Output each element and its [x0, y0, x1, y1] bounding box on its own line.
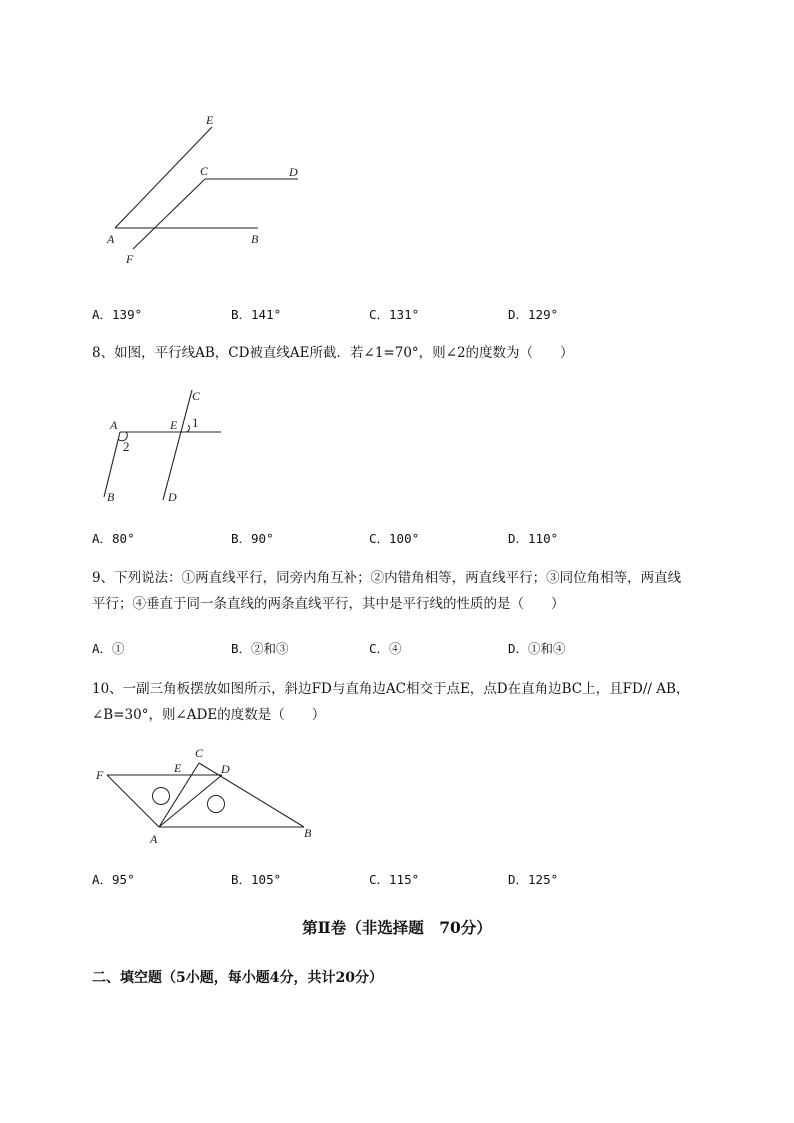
q8-option-c[interactable]: C．100°: [369, 531, 420, 546]
q10-stem-line1: 10、一副三角板摆放如图所示，斜边FD与直角边AC相交于点E，点D在直角边BC上，且FD// AB，: [92, 681, 690, 697]
q9-stem-line2: 平行；④垂直于同一条直线的两条直线平行，其中是平行线的性质的是（ ）: [92, 596, 565, 612]
label-d: D: [221, 762, 230, 776]
q10-option-c[interactable]: C．115°: [369, 872, 420, 887]
q8-stem: 8、如图，平行线AB，CD被直线AE所截．若∠1=70°，则∠2的度数为（ ）: [92, 345, 574, 361]
angle-1-arc: [185, 425, 189, 432]
q7-figure: [95, 105, 315, 275]
q7-option-a[interactable]: A．139°: [92, 307, 143, 322]
label-b: B: [251, 232, 259, 246]
q10-option-b[interactable]: B．105°: [231, 872, 282, 887]
line-fa: [107, 775, 159, 827]
q10-figure: [90, 740, 325, 850]
q10-option-a[interactable]: A．95°: [92, 872, 135, 887]
label-angle-1: 1: [192, 415, 199, 430]
q7-option-b[interactable]: B．141°: [231, 307, 282, 322]
q9-option-c[interactable]: C．④: [369, 641, 402, 656]
q10-option-d[interactable]: D．125°: [508, 872, 559, 887]
label-c: C: [195, 746, 204, 760]
q7-option-c[interactable]: C．131°: [369, 307, 420, 322]
q8-option-a[interactable]: A．80°: [92, 531, 135, 546]
label-a: A: [150, 832, 158, 846]
line-fc: [133, 179, 205, 249]
q9-option-d[interactable]: D．①和④: [508, 641, 566, 656]
label-f: F: [126, 252, 134, 266]
label-c: C: [200, 164, 209, 178]
label-b: B: [304, 826, 312, 840]
line-ab: [104, 432, 120, 497]
q9-option-a[interactable]: A．①: [92, 641, 125, 656]
label-a: A: [107, 232, 115, 246]
label-a: A: [110, 418, 118, 432]
q9-option-b[interactable]: B．②和③: [231, 641, 289, 656]
q10-stem-line2: ∠B=30°，则∠ADE的度数是（ ）: [92, 707, 326, 723]
line-cb: [199, 763, 304, 827]
label-c: C: [192, 389, 201, 403]
q7-option-d[interactable]: D．129°: [508, 307, 559, 322]
part2-title: 第Ⅱ卷（非选择题 70分）: [302, 918, 492, 937]
label-d: D: [168, 490, 177, 504]
label-d: D: [289, 165, 298, 179]
line-cd: [163, 390, 192, 500]
q8-option-d[interactable]: D．110°: [508, 531, 559, 546]
triangle-hole-left: [153, 788, 170, 805]
label-e: E: [170, 418, 178, 432]
triangle-hole-right: [208, 796, 225, 813]
q8-option-b[interactable]: B．90°: [231, 531, 274, 546]
label-e: E: [174, 761, 182, 775]
label-e: E: [206, 113, 214, 127]
q8-figure: [95, 385, 235, 510]
q9-stem-line1: 9、下列说法：①两直线平行，同旁内角互补；②内错角相等，两直线平行；③同位角相等，两直线: [92, 570, 682, 586]
fill-in-section-heading: 二、填空题（5小题，每小题4分，共计20分）: [92, 970, 383, 986]
label-f: F: [96, 768, 104, 782]
line-ae: [115, 127, 212, 228]
label-b: B: [107, 490, 115, 504]
label-angle-2: 2: [123, 439, 130, 454]
